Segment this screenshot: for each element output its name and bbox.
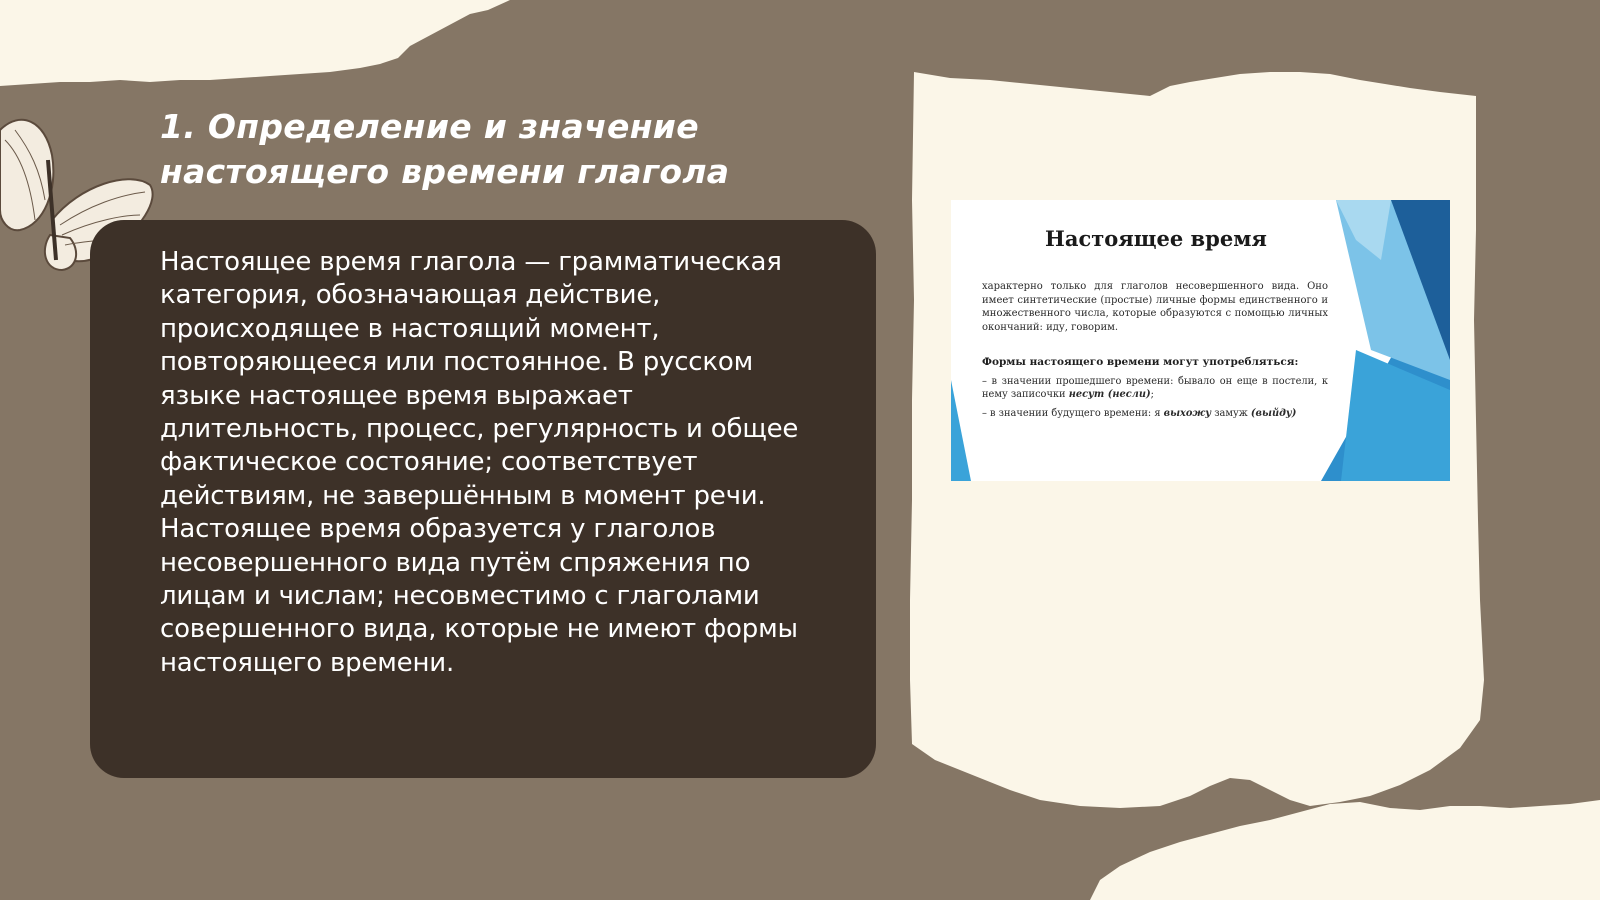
image-list-item-2 <box>982 407 1328 420</box>
image-paragraph: характерно только для глаголов несовершенного вида. Оно имеет синтетические (простые) личные формы единственного и множественного числа, которые образуются с помощью личных окончаний: иду, говорим. <box>982 281 1328 333</box>
image-item2-bold1: выхожу <box>1163 408 1212 419</box>
definition-card <box>90 220 876 778</box>
image-list-item-1 <box>982 375 1328 401</box>
slide-title-line-1: 1. Определение и значение <box>160 107 699 146</box>
slide-title-line-2: настоящего времени глагола <box>160 152 730 191</box>
embedded-slide-image <box>951 200 1450 481</box>
image-item2-text: – в значении будущего времени: я <box>982 408 1161 419</box>
image-item1-end: ; <box>1150 389 1154 400</box>
image-item1-text: – в значении прошедшего времени: бывало он еще в постели, к нему записочки <box>982 376 1328 400</box>
definition-text: Настоящее время глагола — грамматическая категория, обозначающая действие, происходящее в настоящий момент, повторяющееся или постоянное. В русском языке настоящее время выражает длительность, процесс, регулярность и общее фактическое состояние; соответствует действиям, не завершённым в момент речи. Настоящее время образуется у глаголов несовершенного вида путём спряжения по лицам и числам; несовместимо с глаголами совершенного вида, которые не имеют формы настоящего времени. <box>160 247 799 678</box>
image-title: Настоящее время <box>1045 226 1267 251</box>
image-item1-bold: несут (несли) <box>1068 389 1151 400</box>
image-subheading: Формы настоящего времени могут употребляться: <box>982 356 1299 368</box>
torn-paper-top-left <box>0 0 510 86</box>
torn-paper-bottom <box>1090 800 1600 900</box>
slide-title <box>160 104 860 194</box>
image-item2-mid: замуж <box>1214 408 1248 419</box>
image-item2-bold2: (выйду) <box>1250 408 1297 419</box>
